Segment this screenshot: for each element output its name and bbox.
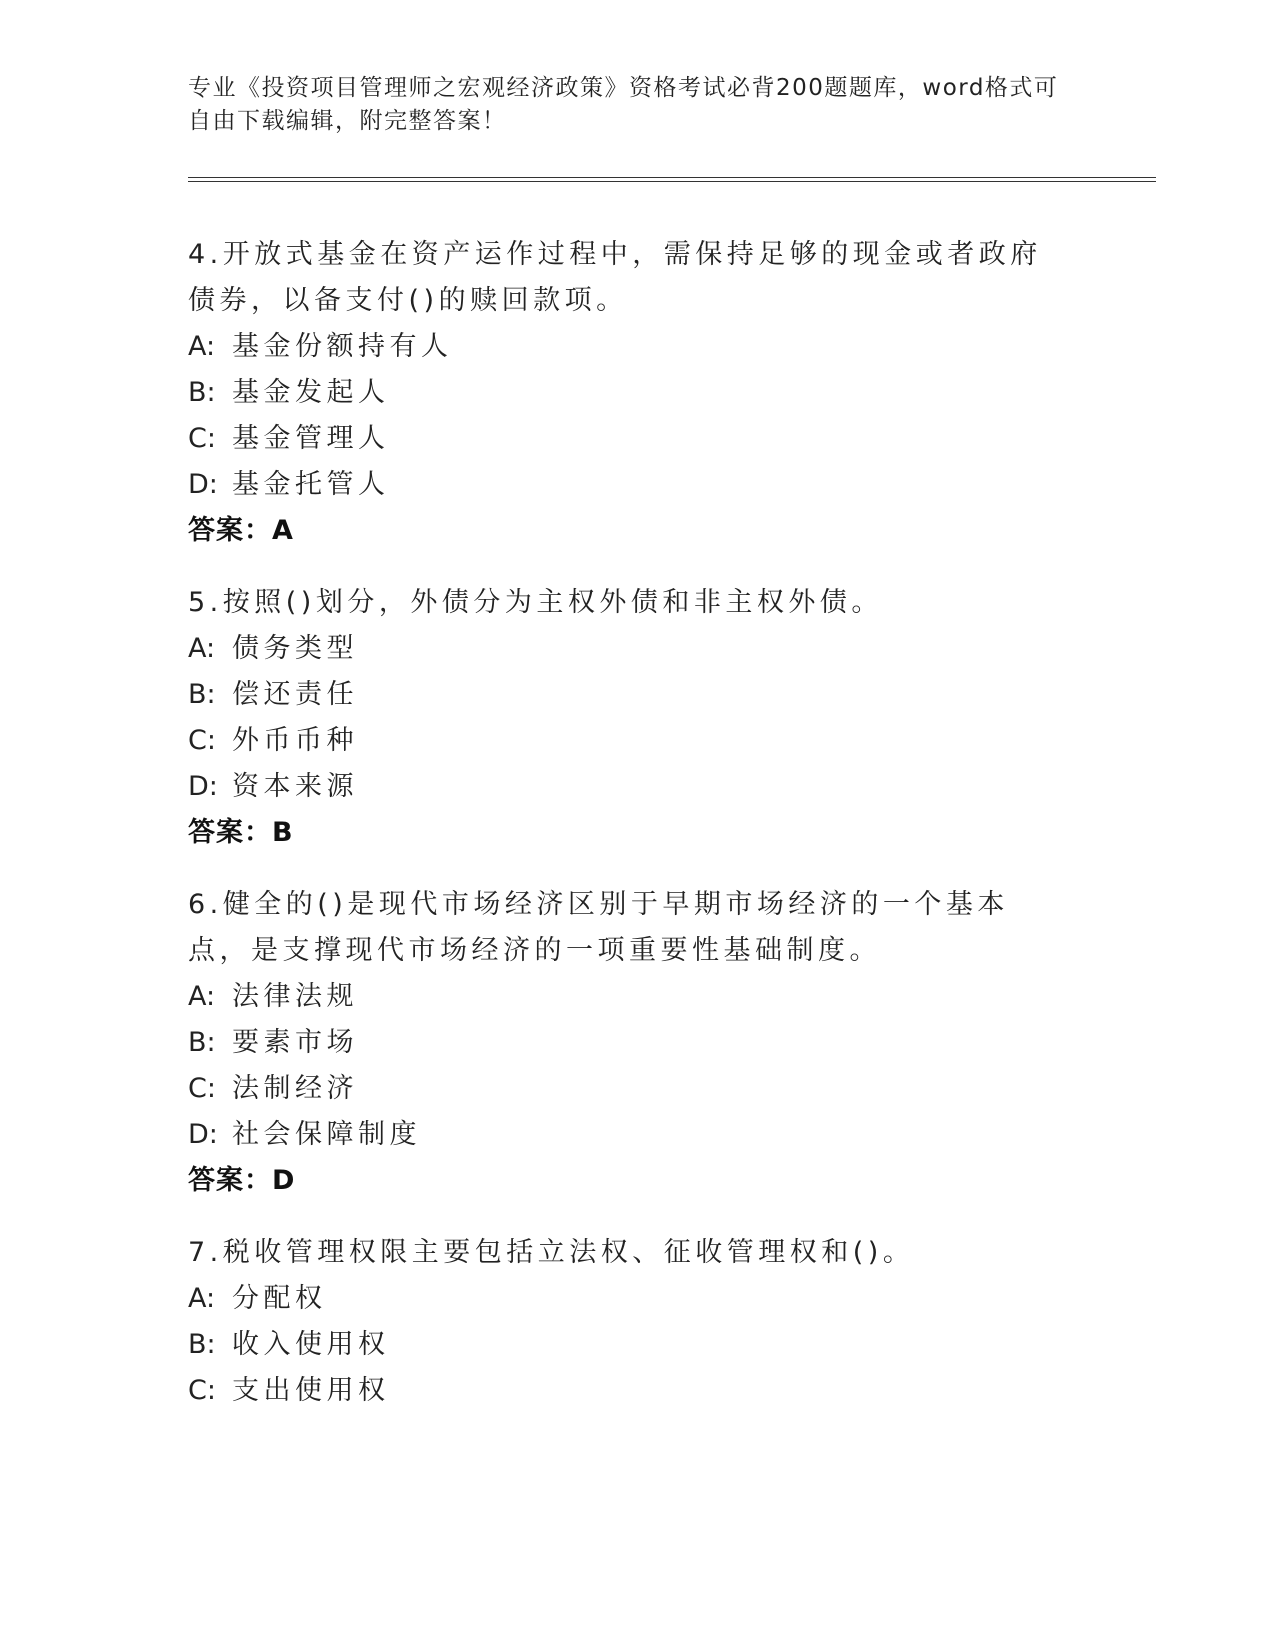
option-text: 资本来源 (232, 771, 358, 802)
answer-line: 答案：B (188, 817, 294, 848)
page-header: 专业《投资项目管理师之宏观经济政策》资格考试必背200题题库，word格式可自由下载编辑，附完整答案！ (188, 75, 1059, 134)
option-key: C: (188, 1073, 216, 1104)
question-item (188, 232, 1088, 554)
option-key: A: (188, 331, 216, 362)
option-a (188, 1276, 1088, 1322)
option-text: 债务类型 (232, 633, 358, 664)
option-b (188, 1322, 1088, 1368)
option-a (188, 324, 1088, 370)
question-list (188, 232, 1088, 1440)
option-text: 基金管理人 (232, 423, 390, 454)
option-text: 偿还责任 (232, 679, 358, 710)
option-key: C: (188, 725, 216, 756)
option-key: B: (188, 1329, 216, 1360)
option-key: D: (188, 469, 218, 500)
option-text: 基金托管人 (232, 469, 390, 500)
option-key: A: (188, 981, 216, 1012)
option-text: 法律法规 (232, 981, 358, 1012)
option-text: 要素市场 (232, 1027, 358, 1058)
question-stem: 4.开放式基金在资产运作过程中，需保持足够的现金或者政府债券，以备支付()的赎回款项。 (188, 239, 1042, 316)
option-c (188, 416, 1088, 462)
option-a (188, 626, 1088, 672)
option-text: 外币币种 (232, 725, 358, 756)
option-key: A: (188, 1283, 216, 1314)
option-text: 支出使用权 (232, 1375, 390, 1406)
question-stem: 7.税收管理权限主要包括立法权、征收管理权和()。 (188, 1237, 915, 1268)
option-a (188, 974, 1088, 1020)
option-key: B: (188, 377, 216, 408)
option-text: 基金发起人 (232, 377, 390, 408)
option-key: D: (188, 1119, 218, 1150)
option-d (188, 764, 1088, 810)
answer-line: 答案：D (188, 1165, 296, 1196)
option-c (188, 718, 1088, 764)
option-b (188, 1020, 1088, 1066)
option-text: 收入使用权 (232, 1329, 390, 1360)
option-b (188, 370, 1088, 416)
option-c (188, 1368, 1088, 1414)
option-c (188, 1066, 1088, 1112)
header-divider (188, 177, 1156, 182)
option-text: 法制经济 (232, 1073, 358, 1104)
option-key: D: (188, 771, 218, 802)
option-text: 分配权 (232, 1283, 327, 1314)
answer-line: 答案：A (188, 515, 294, 546)
option-key: B: (188, 1027, 216, 1058)
option-b (188, 672, 1088, 718)
option-text: 基金份额持有人 (232, 331, 453, 362)
option-key: C: (188, 1375, 216, 1406)
question-item (188, 882, 1088, 1204)
option-key: C: (188, 423, 216, 454)
question-item (188, 1230, 1088, 1414)
option-d (188, 1112, 1088, 1158)
question-stem: 6.健全的()是现代市场经济区别于早期市场经济的一个基本点，是支撑现代市场经济的一项重要性基础制度。 (188, 889, 1009, 966)
option-d (188, 462, 1088, 508)
question-item (188, 580, 1088, 856)
option-key: B: (188, 679, 216, 710)
option-text: 社会保障制度 (232, 1119, 421, 1150)
question-stem: 5.按照()划分，外债分为主权外债和非主权外债。 (188, 587, 883, 618)
option-key: A: (188, 633, 216, 664)
